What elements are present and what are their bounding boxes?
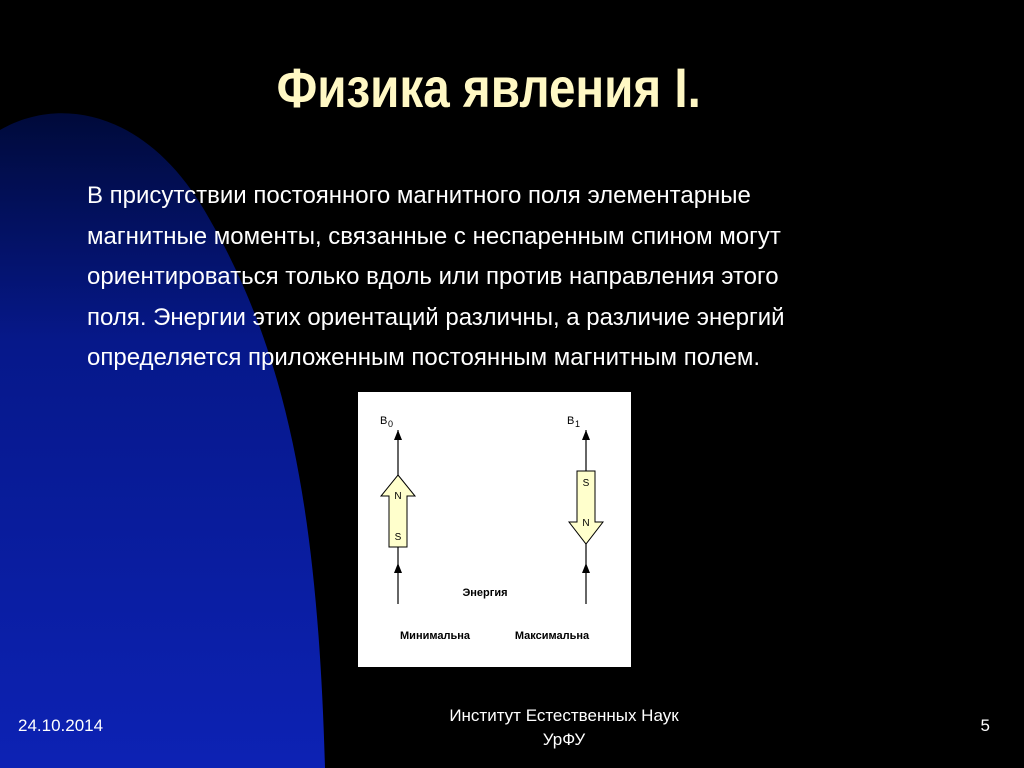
footer-date: 24.10.2014 [18,716,104,735]
footer-institute-line: Институт Естественных Наук [449,706,679,725]
footer-institute-line: УрФУ [542,730,586,749]
paragraph-line: определяется приложенным постоянным магнитным полем. [87,344,761,371]
spin-orientation-figure [358,392,631,667]
magnet-left-bottom-pole: S [394,532,402,543]
slide-title: Физика явления I. [276,56,701,119]
field-arrowhead-left-top [394,430,402,440]
field-label-right: B [567,415,575,427]
magnet-right-top-pole: S [582,478,590,489]
magnet-right-bottom-pole: N [582,518,590,529]
energy-label: Энергия [462,587,508,599]
field-arrowhead-right-top [582,430,590,440]
magnet-left-top-pole: N [394,491,402,502]
paragraph-line: поля. Энергии этих ориентаций различны, а различие энергий [87,303,785,331]
paragraph-line: магнитные моменты, связанные с неспаренным спином могут [87,222,781,250]
paragraph-line: В присутствии постоянного магнитного поля элементарные [87,182,751,209]
slide-paragraph [87,176,967,379]
field-sub-left: 0 [388,419,394,429]
footer-institute [414,704,714,752]
field-label-left: B [380,415,388,427]
field-arrowhead-left-bottom [394,563,402,573]
page-number: 5 [980,716,990,735]
energy-min-label: Минимальна [400,630,470,642]
field-arrowhead-right-bottom [582,563,590,573]
field-sub-right: 1 [575,419,581,429]
paragraph-line: ориентироваться только вдоль или против направления этого [87,263,779,290]
energy-max-label: Максимальна [514,630,590,642]
